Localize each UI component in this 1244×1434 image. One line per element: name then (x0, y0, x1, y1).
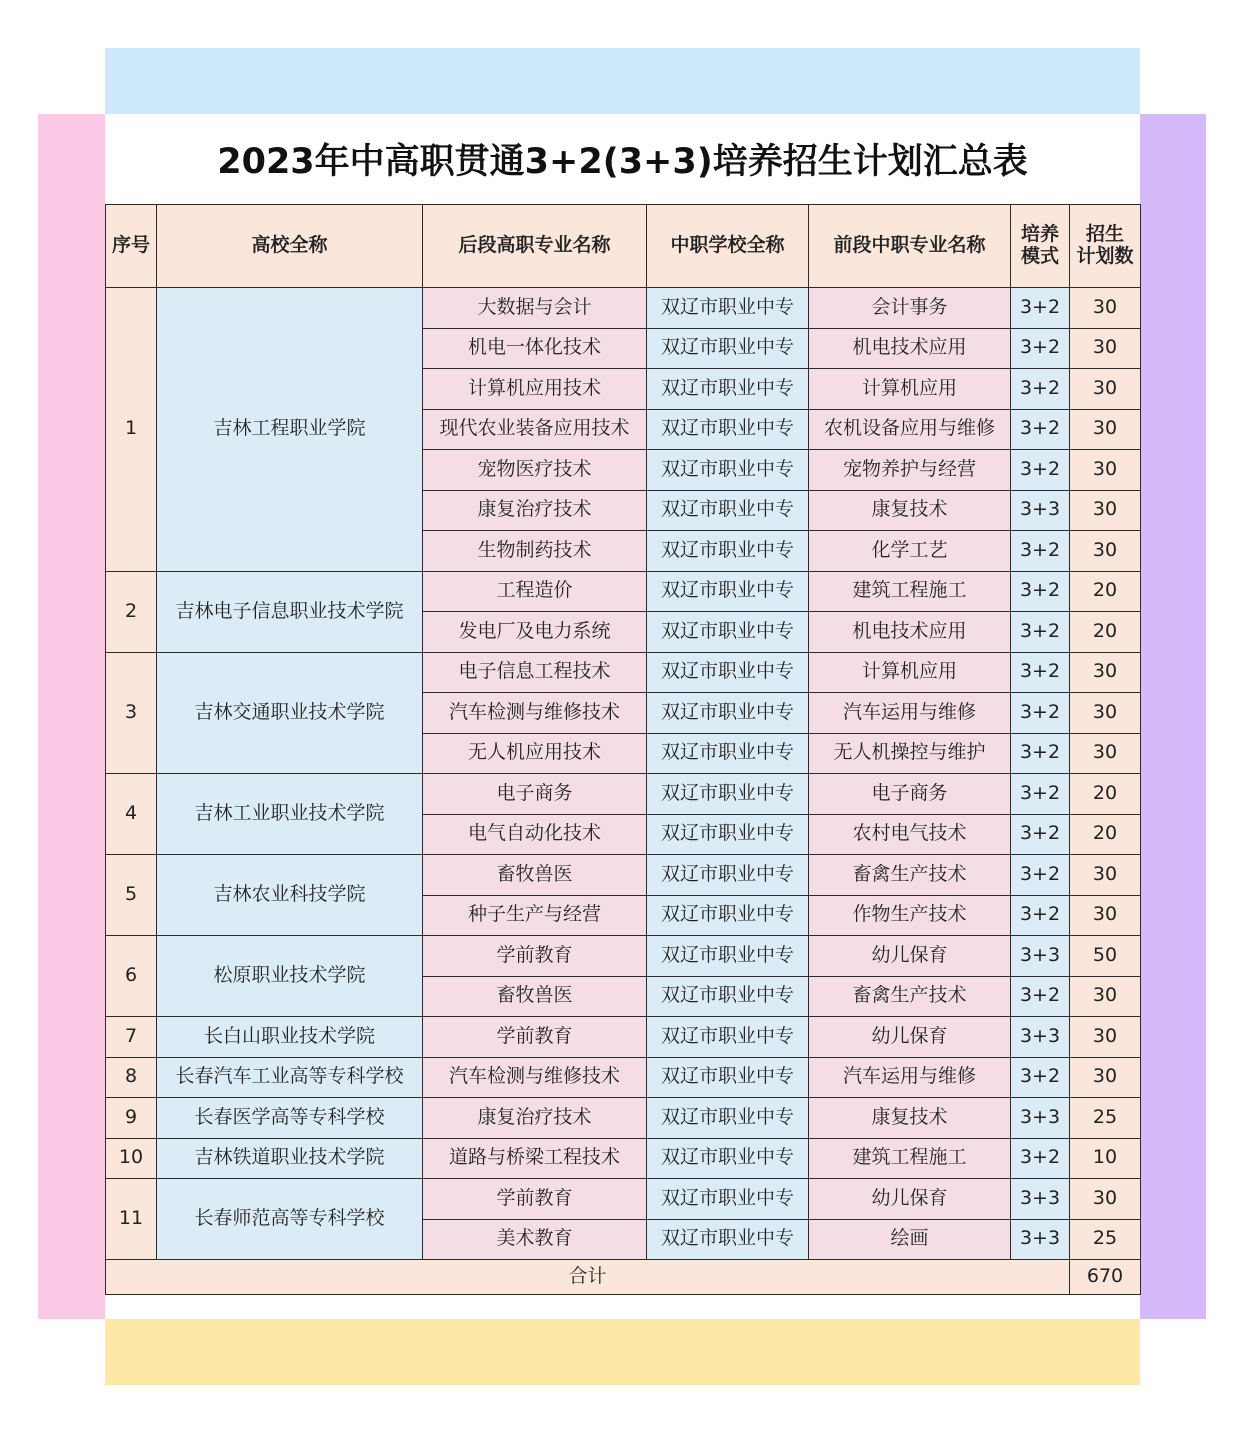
cell-major-early: 电子商务 (809, 774, 1011, 815)
cell-major-later: 无人机应用技术 (423, 733, 647, 774)
cell-major-later: 生物制药技术 (423, 531, 647, 572)
cell-university: 长春医学高等专科学校 (157, 1098, 423, 1139)
cell-major-early: 畜禽生产技术 (809, 855, 1011, 896)
cell-major-early: 康复技术 (809, 490, 1011, 531)
cell-mode: 3+2 (1011, 895, 1070, 936)
cell-major-early: 化学工艺 (809, 531, 1011, 572)
cell-mode: 3+2 (1011, 328, 1070, 369)
cell-school: 双辽市职业中专 (647, 1219, 809, 1260)
table-row (106, 652, 1141, 693)
cell-major-early: 汽车运用与维修 (809, 1057, 1011, 1098)
cell-plan: 30 (1070, 895, 1141, 936)
cell-university: 吉林交通职业技术学院 (157, 652, 423, 774)
cell-university: 长白山职业技术学院 (157, 1017, 423, 1058)
total-value: 670 (1070, 1260, 1141, 1295)
cell-major-early: 建筑工程施工 (809, 571, 1011, 612)
cell-major-later: 电子商务 (423, 774, 647, 815)
cell-school: 双辽市职业中专 (647, 450, 809, 491)
cell-school: 双辽市职业中专 (647, 1017, 809, 1058)
table-row (106, 1179, 1141, 1220)
cell-mode: 3+2 (1011, 369, 1070, 410)
cell-major-later: 现代农业装备应用技术 (423, 409, 647, 450)
cell-mode: 3+3 (1011, 1017, 1070, 1058)
cell-plan: 30 (1070, 976, 1141, 1017)
cell-school: 双辽市职业中专 (647, 288, 809, 329)
cell-seq: 1 (106, 288, 157, 572)
cell-major-early: 机电技术应用 (809, 612, 1011, 653)
cell-major-early: 绘画 (809, 1219, 1011, 1260)
header-major-early: 前段中职专业名称 (809, 205, 1011, 288)
cell-plan: 30 (1070, 328, 1141, 369)
cell-mode: 3+2 (1011, 288, 1070, 329)
header-mode (1011, 205, 1070, 288)
header-university: 高校全称 (157, 205, 423, 288)
cell-major-early: 机电技术应用 (809, 328, 1011, 369)
cell-school: 双辽市职业中专 (647, 612, 809, 653)
cell-university: 吉林农业科技学院 (157, 855, 423, 936)
cell-major-early: 康复技术 (809, 1098, 1011, 1139)
table-row (106, 774, 1141, 815)
cell-mode: 3+3 (1011, 936, 1070, 977)
cell-mode: 3+2 (1011, 612, 1070, 653)
total-label: 合计 (106, 1260, 1070, 1295)
cell-plan: 10 (1070, 1138, 1141, 1179)
table-row (106, 1017, 1141, 1058)
cell-school: 双辽市职业中专 (647, 895, 809, 936)
cell-major-later: 畜牧兽医 (423, 976, 647, 1017)
header-seq: 序号 (106, 205, 157, 288)
cell-major-early: 宠物养护与经营 (809, 450, 1011, 491)
cell-mode: 3+2 (1011, 1057, 1070, 1098)
cell-mode: 3+2 (1011, 976, 1070, 1017)
cell-major-later: 电子信息工程技术 (423, 652, 647, 693)
cell-major-later: 种子生产与经营 (423, 895, 647, 936)
cell-major-later: 道路与桥梁工程技术 (423, 1138, 647, 1179)
cell-plan: 30 (1070, 450, 1141, 491)
cell-university: 吉林工程职业学院 (157, 288, 423, 572)
cell-university: 松原职业技术学院 (157, 936, 423, 1017)
cell-plan: 20 (1070, 571, 1141, 612)
cell-school: 双辽市职业中专 (647, 733, 809, 774)
table-row (106, 288, 1141, 329)
cell-major-later: 计算机应用技术 (423, 369, 647, 410)
cell-school: 双辽市职业中专 (647, 369, 809, 410)
cell-seq: 5 (106, 855, 157, 936)
cell-major-early: 建筑工程施工 (809, 1138, 1011, 1179)
cell-mode: 3+2 (1011, 531, 1070, 572)
cell-major-later: 学前教育 (423, 936, 647, 977)
cell-major-early: 幼儿保育 (809, 1179, 1011, 1220)
cell-mode: 3+2 (1011, 814, 1070, 855)
header-mode-line2: 模式 (1020, 245, 1059, 267)
cell-major-later: 宠物医疗技术 (423, 450, 647, 491)
cell-mode: 3+2 (1011, 409, 1070, 450)
cell-school: 双辽市职业中专 (647, 328, 809, 369)
cell-university: 吉林铁道职业技术学院 (157, 1138, 423, 1179)
cell-seq: 3 (106, 652, 157, 774)
cell-seq: 10 (106, 1138, 157, 1179)
cell-mode: 3+2 (1011, 855, 1070, 896)
cell-seq: 7 (106, 1017, 157, 1058)
cell-major-later: 电气自动化技术 (423, 814, 647, 855)
cell-school: 双辽市职业中专 (647, 976, 809, 1017)
cell-plan: 30 (1070, 1179, 1141, 1220)
cell-seq: 2 (106, 571, 157, 652)
cell-seq: 4 (106, 774, 157, 855)
cell-mode: 3+2 (1011, 450, 1070, 491)
decor-band-bottom (105, 1319, 1140, 1385)
table-row (106, 571, 1141, 612)
table-row (106, 1057, 1141, 1098)
cell-plan: 30 (1070, 693, 1141, 734)
cell-major-early: 无人机操控与维护 (809, 733, 1011, 774)
cell-plan: 30 (1070, 733, 1141, 774)
cell-plan: 20 (1070, 612, 1141, 653)
header-school: 中职学校全称 (647, 205, 809, 288)
cell-school: 双辽市职业中专 (647, 855, 809, 896)
cell-mode: 3+2 (1011, 733, 1070, 774)
cell-mode: 3+3 (1011, 1179, 1070, 1220)
table-row (106, 1098, 1141, 1139)
header-plan-line2: 计划数 (1076, 245, 1134, 267)
cell-school: 双辽市职业中专 (647, 936, 809, 977)
cell-school: 双辽市职业中专 (647, 652, 809, 693)
cell-major-early: 幼儿保育 (809, 1017, 1011, 1058)
cell-plan: 30 (1070, 288, 1141, 329)
decor-band-right (1140, 114, 1206, 1319)
cell-school: 双辽市职业中专 (647, 693, 809, 734)
cell-major-later: 大数据与会计 (423, 288, 647, 329)
cell-plan: 50 (1070, 936, 1141, 977)
cell-plan: 30 (1070, 1057, 1141, 1098)
cell-seq: 8 (106, 1057, 157, 1098)
cell-school: 双辽市职业中专 (647, 1138, 809, 1179)
cell-plan: 30 (1070, 409, 1141, 450)
decor-band-top (105, 48, 1140, 114)
cell-major-later: 学前教育 (423, 1179, 647, 1220)
cell-mode: 3+2 (1011, 1138, 1070, 1179)
cell-plan: 30 (1070, 652, 1141, 693)
cell-plan: 30 (1070, 531, 1141, 572)
cell-plan: 30 (1070, 1017, 1141, 1058)
enrollment-plan-table (105, 204, 1141, 1295)
cell-university: 吉林工业职业技术学院 (157, 774, 423, 855)
cell-major-early: 农村电气技术 (809, 814, 1011, 855)
cell-school: 双辽市职业中专 (647, 409, 809, 450)
table-row (106, 1138, 1141, 1179)
cell-major-early: 作物生产技术 (809, 895, 1011, 936)
cell-school: 双辽市职业中专 (647, 774, 809, 815)
cell-university: 长春师范高等专科学校 (157, 1179, 423, 1260)
cell-major-early: 计算机应用 (809, 652, 1011, 693)
cell-major-later: 汽车检测与维修技术 (423, 693, 647, 734)
cell-major-later: 发电厂及电力系统 (423, 612, 647, 653)
cell-mode: 3+2 (1011, 693, 1070, 734)
table-body (106, 288, 1141, 1260)
cell-major-early: 会计事务 (809, 288, 1011, 329)
cell-plan: 30 (1070, 369, 1141, 410)
cell-mode: 3+2 (1011, 774, 1070, 815)
cell-major-later: 工程造价 (423, 571, 647, 612)
cell-mode: 3+2 (1011, 571, 1070, 612)
header-row (106, 205, 1141, 288)
cell-plan: 30 (1070, 855, 1141, 896)
table-row (106, 855, 1141, 896)
cell-seq: 11 (106, 1179, 157, 1260)
decor-band-left (38, 114, 105, 1319)
cell-plan: 20 (1070, 814, 1141, 855)
cell-major-later: 康复治疗技术 (423, 490, 647, 531)
header-mode-line1: 培养 (1020, 223, 1059, 246)
cell-school: 双辽市职业中专 (647, 490, 809, 531)
cell-plan: 25 (1070, 1219, 1141, 1260)
cell-major-early: 汽车运用与维修 (809, 693, 1011, 734)
total-row (106, 1260, 1141, 1295)
cell-major-later: 汽车检测与维修技术 (423, 1057, 647, 1098)
cell-plan: 20 (1070, 774, 1141, 815)
header-plan-line1: 招生 (1085, 223, 1124, 246)
header-plan (1070, 205, 1141, 288)
cell-university: 吉林电子信息职业技术学院 (157, 571, 423, 652)
cell-major-early: 幼儿保育 (809, 936, 1011, 977)
cell-seq: 9 (106, 1098, 157, 1139)
cell-mode: 3+3 (1011, 1098, 1070, 1139)
page-title: 2023年中高职贯通3+2(3+3)培养招生计划汇总表 (217, 142, 1028, 182)
cell-major-later: 学前教育 (423, 1017, 647, 1058)
cell-school: 双辽市职业中专 (647, 531, 809, 572)
cell-plan: 30 (1070, 490, 1141, 531)
cell-school: 双辽市职业中专 (647, 1098, 809, 1139)
cell-plan: 25 (1070, 1098, 1141, 1139)
header-major-later: 后段高职专业名称 (423, 205, 647, 288)
cell-mode: 3+3 (1011, 490, 1070, 531)
cell-mode: 3+2 (1011, 652, 1070, 693)
cell-major-later: 康复治疗技术 (423, 1098, 647, 1139)
cell-major-early: 农机设备应用与维修 (809, 409, 1011, 450)
cell-major-later: 机电一体化技术 (423, 328, 647, 369)
cell-school: 双辽市职业中专 (647, 1057, 809, 1098)
cell-school: 双辽市职业中专 (647, 814, 809, 855)
cell-major-early: 计算机应用 (809, 369, 1011, 410)
table-row (106, 936, 1141, 977)
cell-mode: 3+3 (1011, 1219, 1070, 1260)
cell-school: 双辽市职业中专 (647, 1179, 809, 1220)
cell-major-early: 畜禽生产技术 (809, 976, 1011, 1017)
cell-university: 长春汽车工业高等专科学校 (157, 1057, 423, 1098)
cell-school: 双辽市职业中专 (647, 571, 809, 612)
cell-major-later: 畜牧兽医 (423, 855, 647, 896)
cell-major-later: 美术教育 (423, 1219, 647, 1260)
cell-seq: 6 (106, 936, 157, 1017)
